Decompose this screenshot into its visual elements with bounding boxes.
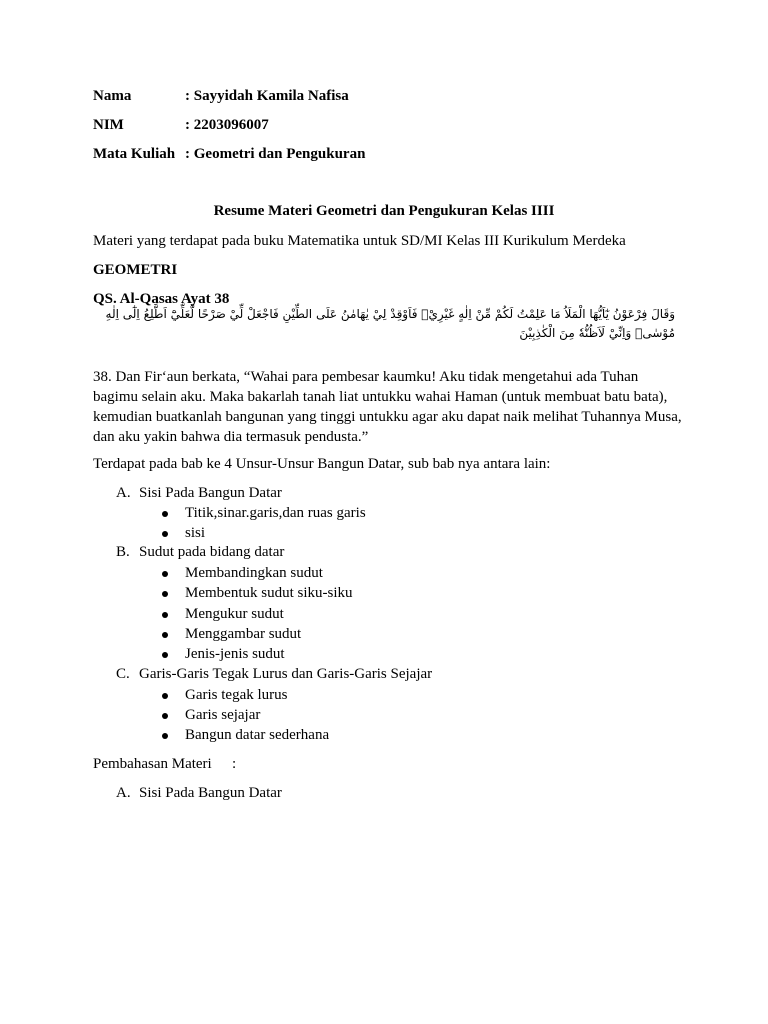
section-c-letter: C. <box>116 666 130 682</box>
bullet-icon <box>162 531 168 537</box>
discussion-colon: : <box>232 756 237 772</box>
bullet-icon <box>162 652 168 658</box>
course-label: Mata Kuliah <box>93 146 176 162</box>
subject-heading: GEOMETRI <box>93 262 178 278</box>
section-a-title: Sisi Pada Bangun Datar <box>139 485 282 501</box>
bullet-icon <box>162 733 168 739</box>
chapter-intro: Terdapat pada bab ke 4 Unsur-Unsur Bangun Datar, sub bab nya antara lain: <box>93 456 551 472</box>
bullet-icon <box>162 693 168 699</box>
bullet-icon <box>162 713 168 719</box>
section-b-letter: B. <box>116 544 130 560</box>
list-item: Titik,sinar.garis,dan ruas garis <box>185 505 366 521</box>
document-title: Resume Materi Geometri dan Pengukuran Kelas IIII <box>213 203 555 219</box>
course-value: : Geometri dan Pengukuran <box>185 146 366 162</box>
verse-heading: QS. Al-Qasas Ayat 38 <box>93 291 230 307</box>
discussion-label: Pembahasan Materi <box>93 756 212 772</box>
list-item: Mengukur sudut <box>185 606 284 622</box>
bullet-icon <box>162 511 168 517</box>
list-item: Garis tegak lurus <box>185 687 288 703</box>
bullet-icon <box>162 632 168 638</box>
nim-value: : 2203096007 <box>185 117 269 133</box>
discussion-section-letter: A. <box>116 785 131 801</box>
list-item: Jenis-jenis sudut <box>185 646 285 662</box>
section-c-title: Garis-Garis Tegak Lurus dan Garis-Garis Sejajar <box>139 666 433 682</box>
name-value: : Sayyidah Kamila Nafisa <box>185 88 349 104</box>
verse-translation: 38. Dan Fir‘aun berkata, “Wahai para pembesar kaumku! Aku tidak mengetahui ada Tuhan bagimu selain aku. Maka bakarlah tanah liat untukku wahai Haman (untuk membuat batu bata), kemudian buatkanlah bangunan yang tinggi untukku agar aku dapat naik melihat Tuhannya Musa, dan aku yakin bahwa dia termasuk pendusta.” <box>93 369 682 445</box>
list-item: sisi <box>185 525 206 541</box>
bullet-icon <box>162 571 168 577</box>
nim-label: NIM <box>93 117 124 133</box>
list-item: Menggambar sudut <box>185 626 302 642</box>
bullet-icon <box>162 612 168 618</box>
list-item: Membandingkan sudut <box>185 565 323 581</box>
discussion-section-title: Sisi Pada Bangun Datar <box>139 785 282 801</box>
bullet-icon <box>162 591 168 597</box>
list-item: Bangun datar sederhana <box>185 727 330 743</box>
intro-text: Materi yang terdapat pada buku Matematika untuk SD/MI Kelas III Kurikulum Merdeka <box>93 233 626 249</box>
section-a-letter: A. <box>116 485 131 501</box>
arabic-verse: وَقَالَ فِرْعَوْنُ يٰٓاَيُّهَا الْمَلَاُ مَا عَلِمْتُ لَكُمْ مِّنْ اِلٰهٍ غَيْرِيْۚ فَاَوْقِدْ لِيْ يٰهَامٰنُ عَلَى الطِّيْنِ فَاجْعَلْ لِّيْ صَرْحًا لَّعَلِّيْٓ اَطَّلِعُ اِلٰٓى اِلٰهِ مُوْسٰىۙ وَاِنِّيْ لَاَظُنُّهٗ مِنَ الْكٰذِبِيْنَ <box>105 307 675 340</box>
section-b-title: Sudut pada bidang datar <box>139 544 285 560</box>
list-item: Membentuk sudut siku-siku <box>185 585 353 601</box>
list-item: Garis sejajar <box>185 707 261 723</box>
name-label: Nama <box>93 88 132 104</box>
